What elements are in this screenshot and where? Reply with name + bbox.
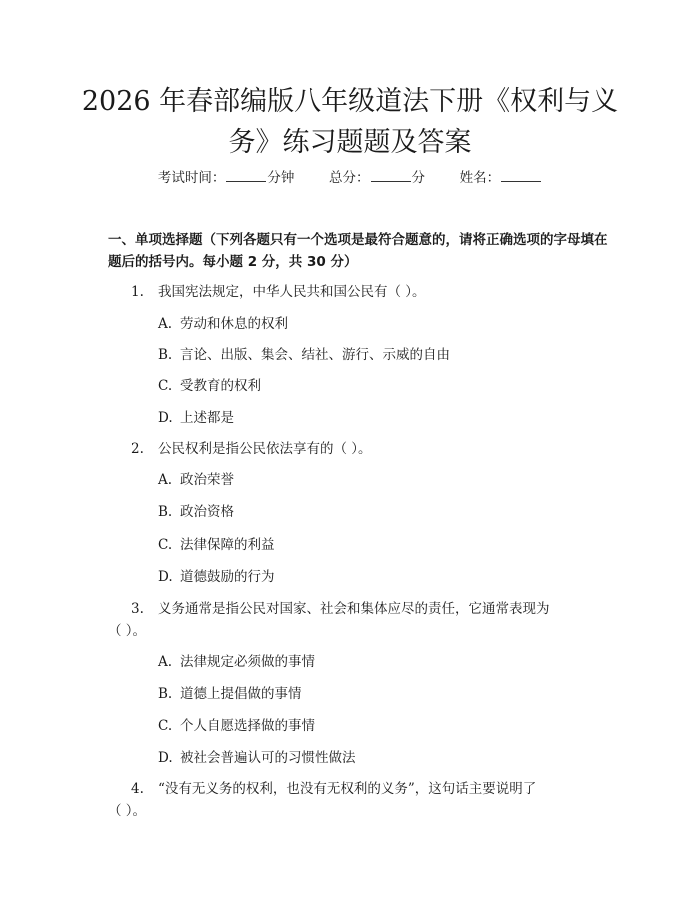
student-name-field — [460, 168, 543, 188]
q3-option-b[interactable]: B. 道德上提倡做的事情 — [158, 686, 302, 702]
question-number: 3. — [131, 601, 144, 617]
exam-title-line-1: 2026 年春部编版八年级道法下册《权利与义 — [81, 86, 619, 117]
question-number: 2. — [131, 441, 144, 457]
exam-title-line-2: 务》练习题题及答案 — [228, 127, 472, 158]
question-text: 义务通常是指公民对国家、社会和集体应尽的责任，它通常表现为 — [158, 601, 550, 617]
exam-time-blank[interactable] — [226, 168, 266, 182]
q1-option-b[interactable]: B. 言论、出版、集会、结社、游行、示威的自由 — [158, 347, 450, 363]
question-text: “没有无义务的权利，也没有无权利的义务”，这句话主要说明了 — [158, 781, 537, 797]
total-score-unit: 分 — [411, 170, 425, 186]
student-name-blank[interactable] — [501, 168, 541, 182]
question-3 — [131, 599, 550, 619]
exam-time-label: 考试时间： — [157, 170, 226, 186]
question-text: 公民权利是指公民依法享有的（ ）。 — [158, 441, 372, 457]
exam-time-unit: 分钟 — [267, 170, 295, 186]
q1-option-d[interactable]: D. 上述都是 — [158, 410, 234, 426]
question-2 — [131, 439, 372, 459]
question-text: 我国宪法规定，中华人民共和国公民有（ ）。 — [158, 284, 426, 300]
total-score-label: 总分： — [329, 170, 370, 186]
q2-option-a[interactable]: A. 政治荣誉 — [158, 472, 234, 488]
section-title: 一、单项选择题（下列各题只有一个选项是最符合题意的，请将正确选项的字母填在题后的括号内。每小题 2 分，共 30 分） — [108, 232, 608, 270]
question-4-continuation: （ ）。 — [108, 803, 147, 819]
question-1 — [131, 282, 426, 302]
q1-option-a[interactable]: A. 劳动和休息的权利 — [158, 316, 288, 332]
exam-info-row — [0, 168, 700, 188]
question-number: 1. — [131, 284, 144, 300]
q3-option-c[interactable]: C. 个人自愿选择做的事情 — [158, 718, 315, 734]
q2-option-c[interactable]: C. 法律保障的利益 — [158, 537, 275, 553]
total-score-field — [329, 168, 425, 188]
total-score-blank[interactable] — [371, 168, 411, 182]
q3-option-a[interactable]: A. 法律规定必须做的事情 — [158, 654, 315, 670]
q1-option-c[interactable]: C. 受教育的权利 — [158, 378, 261, 394]
question-3-continuation: （ ）。 — [108, 623, 147, 639]
question-number: 4. — [131, 781, 144, 797]
q2-option-b[interactable]: B. 政治资格 — [158, 504, 234, 520]
q3-option-d[interactable]: D. 被社会普遍认可的习惯性做法 — [158, 750, 356, 766]
q2-option-d[interactable]: D. 道德鼓励的行为 — [158, 569, 275, 585]
student-name-label: 姓名： — [459, 170, 501, 186]
exam-time-field — [158, 168, 295, 188]
question-4 — [131, 779, 536, 799]
